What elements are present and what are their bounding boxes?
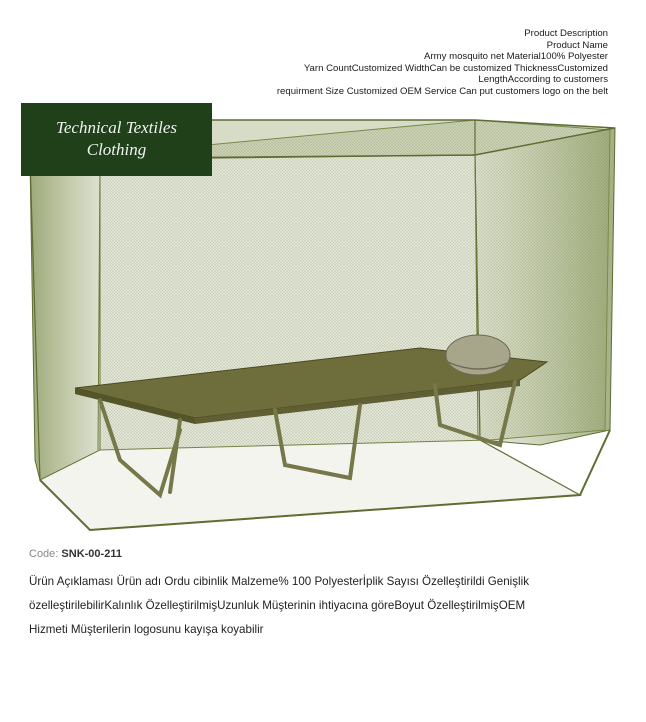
product-description-tr — [29, 570, 629, 642]
product-code-label: Code: — [29, 548, 59, 560]
product-code-value: SNK-00-211 — [61, 548, 122, 560]
brand-line-1: Technical Textiles — [55, 118, 178, 137]
desc-en-line: LengthAccording to customers — [478, 74, 608, 86]
desc-tr-line: Hizmeti Müşterilerin logosunu kayışa koyabilir — [29, 623, 264, 636]
brand-line-2: Clothing — [86, 140, 147, 159]
desc-en-line: Product Description — [524, 28, 608, 39]
desc-tr-line: özelleştirilebilirKalınlık ÖzelleştirilmişUzunluk Müşterinin ihtiyacına göreBoyut ÖzelleştirilmişOEM — [29, 599, 526, 612]
brand-logo — [21, 103, 212, 176]
desc-en-line: Yarn CountCustomized WidthCan be customized ThicknessCustomized — [303, 62, 608, 74]
desc-en-line: Army mosquito net Material100% Polyester — [424, 51, 608, 63]
product-code — [29, 548, 122, 560]
net-right-panel — [475, 128, 615, 445]
desc-en-line: requirment Size Customized OEM Service Can put customers logo on the belt — [276, 85, 608, 97]
desc-tr-line: Ürün Açıklaması Ürün adı Ordu cibinlik Malzeme% 100 Polyesterİplik Sayısı Özelleştirildi Genişlik — [29, 575, 530, 588]
product-description-en — [228, 28, 608, 98]
desc-en-line: Product Name — [546, 39, 608, 51]
